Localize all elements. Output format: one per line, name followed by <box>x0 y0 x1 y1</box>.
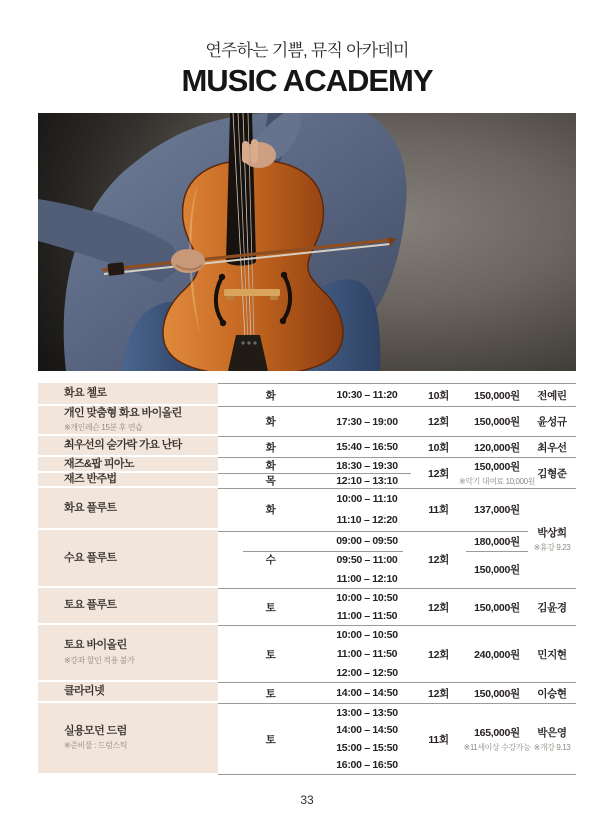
course-data <box>218 436 576 457</box>
count-cell: 12회 <box>428 687 449 700</box>
table-row <box>38 625 576 682</box>
course-name-cell <box>38 436 218 457</box>
course-name: 최우선의 숟가락 가요 난타 <box>64 439 182 452</box>
course-name: 재즈 반주법 <box>64 473 117 486</box>
count-cell: 12회 <box>428 554 449 567</box>
time-cell: 10:30 – 11:20 <box>336 389 398 401</box>
teacher-note: ※휴강 9.23 <box>533 542 571 552</box>
day-cell: 토 <box>265 687 276 700</box>
day-cell: 토 <box>265 648 276 661</box>
day-cell: 화 <box>265 504 276 517</box>
count-cell: 12회 <box>428 467 449 480</box>
course-name: 화요 플루트 <box>64 501 117 514</box>
divider-line <box>243 551 403 552</box>
day-cell: 화 목 <box>265 460 276 487</box>
course-name-cell <box>38 488 218 530</box>
page-title: MUSIC ACADEMY <box>181 63 433 98</box>
table-row-group <box>38 488 576 588</box>
divider-line <box>218 473 411 474</box>
count-cell: 10회 <box>428 441 449 454</box>
price-cell: 150,000원 <box>474 687 520 700</box>
course-name: 화요 첼로 <box>64 387 107 400</box>
header-subtitle: 연주하는 기쁨, 뮤직 아카데미 <box>205 41 409 60</box>
course-name-cell <box>38 530 218 588</box>
course-name: 실용모던 드럼 <box>64 724 127 737</box>
day-cell: 토 <box>265 601 276 614</box>
price-cell: 150,000원 <box>474 416 520 428</box>
day-cell: 화 <box>265 389 276 402</box>
time-cell: 15:40 – 16:50 <box>336 441 398 453</box>
course-name-cell <box>38 457 218 473</box>
time-cell: 10:00 – 11:10 11:10 – 12:20 <box>336 493 398 527</box>
course-name-cell <box>38 473 218 488</box>
page-number: 33 <box>300 793 314 807</box>
table-row <box>38 406 576 436</box>
course-data <box>218 383 576 406</box>
course-data <box>218 625 576 682</box>
course-note: ※개인레슨 15분 후 연습 <box>64 423 143 433</box>
price-note: ※11세이상 수강가능 <box>463 743 531 752</box>
page-header <box>0 36 614 99</box>
day-cell: 화 <box>265 416 276 428</box>
sub-row <box>218 489 528 531</box>
course-name-cell <box>38 703 218 775</box>
price-note: ※악기 대여료 10,000원 <box>459 477 535 486</box>
price-cell: 180,000원 150,000원 <box>474 535 520 576</box>
course-name-cell <box>38 406 218 436</box>
day-cell: 수 <box>265 554 276 567</box>
course-data <box>218 457 576 488</box>
schedule-table <box>38 383 576 775</box>
table-row <box>38 383 576 406</box>
course-name: 수요 플루트 <box>64 551 117 564</box>
price-cell: 137,000원 <box>474 504 520 517</box>
course-name: 클라리넷 <box>64 685 105 698</box>
course-data <box>218 406 576 436</box>
time-cell: 10:00 – 10:50 11:00 – 11:50 <box>336 592 398 622</box>
teacher-cell: 윤성규 <box>537 416 567 428</box>
teacher-note: ※개강 9.13 <box>533 743 571 752</box>
count-cell: 11회 <box>428 733 449 746</box>
price-cell: 150,000원 ※악기 대여료 10,000원 <box>459 461 535 486</box>
course-data <box>218 703 576 775</box>
count-cell: 11회 <box>428 504 449 517</box>
time-cell: 14:00 – 14:50 <box>336 687 398 699</box>
time-cell: 18:30 – 19:30 12:10 – 13:10 <box>336 459 398 487</box>
time-cell: 13:00 – 13:50 14:00 – 14:50 15:00 – 15:50 16:00 – 16:50 <box>336 706 398 772</box>
teacher-cell: 김형준 <box>537 467 567 480</box>
teacher-cell: 김윤경 <box>537 601 567 614</box>
cello-player-photo <box>38 113 576 371</box>
teacher-cell: 전예린 <box>537 389 567 402</box>
table-row <box>38 436 576 457</box>
count-cell: 10회 <box>428 389 449 402</box>
course-name-cell <box>38 682 218 703</box>
count-cell: 12회 <box>428 648 449 661</box>
teacher-cell: 민지현 <box>537 648 567 661</box>
course-name: 토요 플루트 <box>64 599 117 612</box>
price-cell: 165,000원 ※11세이상 수강가능 <box>463 727 531 752</box>
course-data <box>218 488 576 588</box>
time-cell: 17:30 – 19:00 <box>336 415 398 428</box>
course-note: ※준비물 : 드럼스틱 <box>64 741 128 751</box>
time-cell: 10:00 – 10:50 11:00 – 11:50 12:00 – 12:50 <box>336 629 398 679</box>
teacher-cell: 최우선 <box>537 441 567 454</box>
day-cell: 토 <box>265 733 276 746</box>
teacher-cell: 박은영 ※개강 9.13 <box>533 727 571 752</box>
price-cell: 240,000원 <box>474 648 520 661</box>
course-data <box>218 682 576 703</box>
course-name-cell <box>38 383 218 406</box>
price-cell: 150,000원 <box>474 389 520 402</box>
course-name: 토요 바이올린 <box>64 639 127 652</box>
count-cell: 12회 <box>428 601 449 614</box>
course-data <box>218 588 576 625</box>
table-row <box>38 588 576 625</box>
course-name: 재즈&팝 피아노 <box>64 457 134 470</box>
cello-photo-illustration <box>38 113 576 371</box>
course-name: 개인 맞춤형 화요 바이올린 <box>64 406 182 419</box>
teacher-cell: 이승현 <box>537 687 567 700</box>
day-cell: 화 <box>265 441 276 454</box>
price-cell: 150,000원 <box>474 601 520 614</box>
sub-row <box>218 531 528 588</box>
time-cell: 09:00 – 09:50 09:50 – 11:00 11:00 – 12:10 <box>336 534 398 585</box>
course-name-cell <box>38 588 218 625</box>
course-note: ※강좌 할인 적용 불가 <box>64 655 135 665</box>
price-cell: 120,000원 <box>474 441 520 454</box>
count-cell: 12회 <box>428 416 449 428</box>
table-row-group <box>38 457 576 488</box>
course-name-cell <box>38 625 218 682</box>
table-row <box>38 682 576 703</box>
teacher-cell: 박상희 ※휴강 9.23 <box>533 526 571 552</box>
divider-line <box>466 551 528 552</box>
table-row <box>38 703 576 775</box>
